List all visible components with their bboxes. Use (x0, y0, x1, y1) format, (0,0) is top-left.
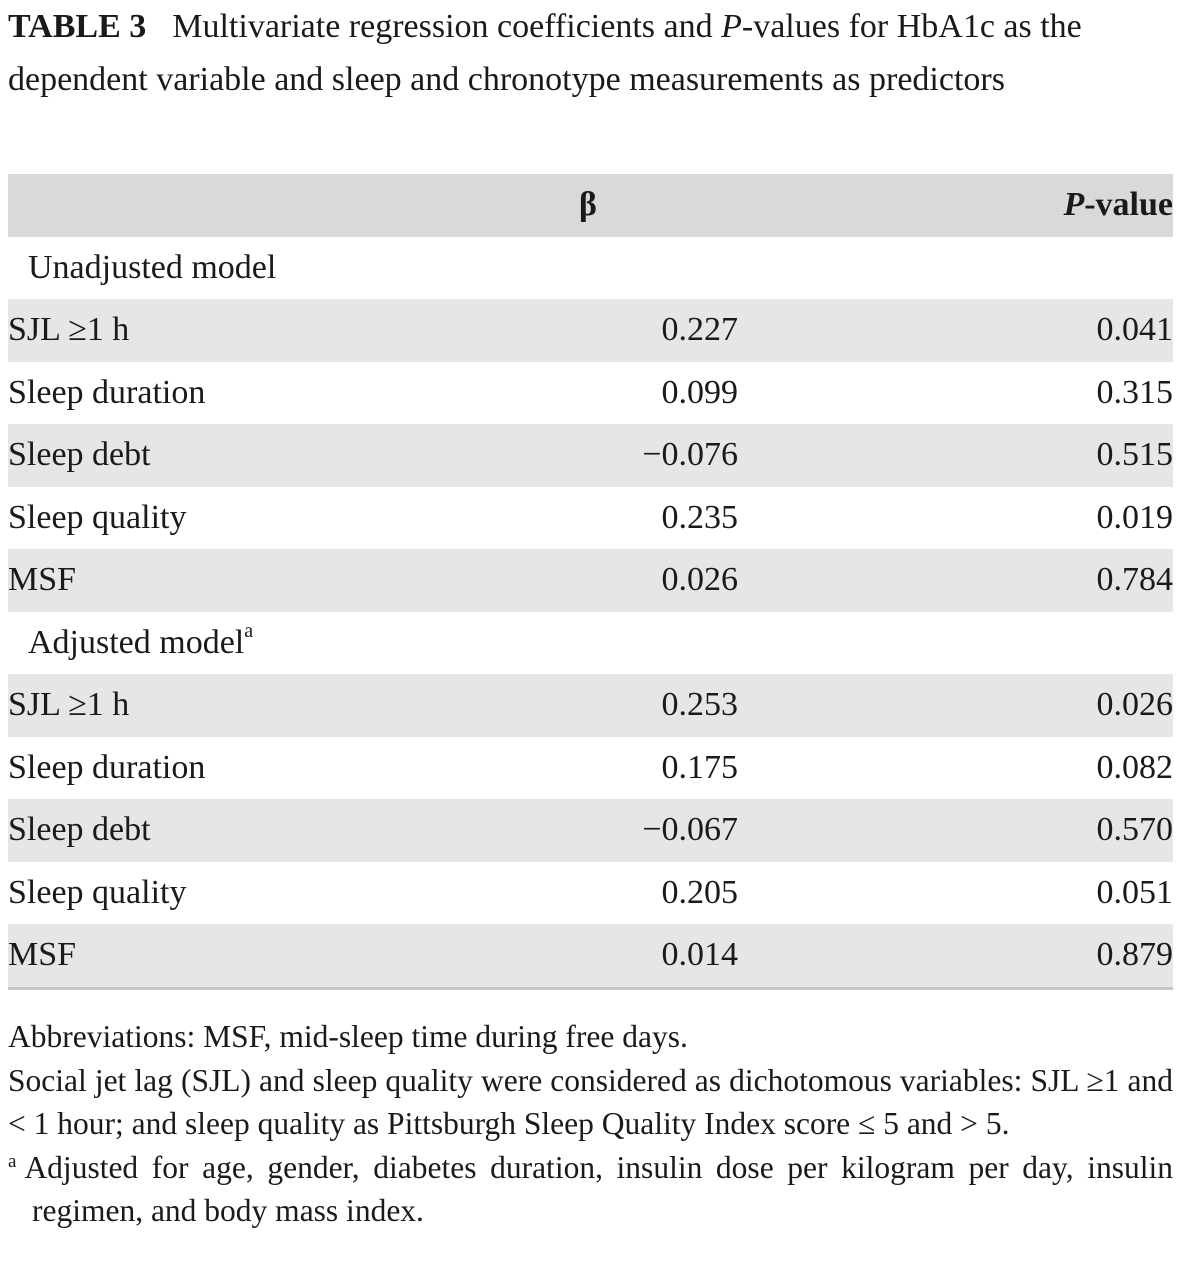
beta-value: 0.235 (661, 498, 738, 536)
row-label: SJL ≥1 h (8, 686, 130, 724)
header-pvalue (738, 174, 1173, 237)
row-label: Sleep duration (8, 748, 206, 786)
p-value: 0.315 (1096, 373, 1173, 411)
beta-value: 0.253 (661, 686, 738, 724)
table-row (8, 862, 1173, 925)
group-title (8, 612, 1173, 675)
beta-value: 0.205 (661, 873, 738, 911)
header-pvalue-p: P (1063, 186, 1085, 224)
table-row (8, 487, 1173, 550)
header-pvalue-rest: -value (1084, 186, 1173, 224)
table-row (8, 737, 1173, 800)
p-value: 0.515 (1096, 436, 1173, 474)
p-value: 0.570 (1096, 811, 1173, 849)
row-label: Sleep duration (8, 373, 206, 411)
row-label: Sleep quality (8, 873, 187, 911)
footnote-dichotomous: Social jet lag (SJL) and sleep quality were considered as dichotomous variables: SJL ≥1 and < 1 hour; and sleep quality as Pittsburgh Sleep Quality Index score ≤ 5 and > 5. (8, 1062, 1173, 1141)
row-label: MSF (8, 561, 77, 599)
table-row (8, 299, 1173, 362)
group-title (8, 237, 1173, 300)
p-value: 0.879 (738, 924, 1173, 988)
row-label: SJL ≥1 h (8, 311, 130, 349)
beta-value: 0.026 (661, 561, 738, 599)
table-caption (8, 0, 1173, 106)
p-value: 0.019 (1096, 498, 1173, 536)
header-beta: β (579, 186, 597, 224)
table-row (8, 424, 1173, 487)
table-row (8, 549, 1173, 612)
caption-text-1: Multivariate regression coefficients and (172, 8, 722, 45)
beta-value: 0.014 (438, 924, 738, 988)
table-row (8, 362, 1173, 425)
footnote-abbreviations: Abbreviations: MSF, mid-sleep time during free days. (8, 1019, 688, 1054)
caption-text-2: -values for HbA1c as the dependent variable and sleep and chronotype measurements as predictors (8, 8, 1082, 98)
p-value: 0.041 (1096, 311, 1173, 349)
group-row-unadjusted (8, 237, 1173, 300)
row-label: Sleep quality (8, 498, 187, 536)
footnote-marker: a (244, 619, 254, 642)
p-value: 0.026 (1096, 686, 1173, 724)
table-footnotes (8, 1015, 1173, 1233)
group-row-adjusted (8, 612, 1173, 675)
beta-value: −0.076 (642, 436, 738, 474)
header-row (8, 174, 1173, 237)
row-label: Sleep debt (8, 436, 151, 474)
header-label (8, 174, 438, 237)
footnote-a-marker: a (8, 1150, 17, 1172)
p-value: 0.784 (1096, 561, 1173, 599)
table-row (8, 674, 1173, 737)
group-title-text: Adjusted model (28, 623, 245, 661)
group-title-text: Unadjusted model (28, 248, 277, 286)
p-value: 0.051 (1096, 873, 1173, 911)
caption-p-italic: P (721, 8, 742, 45)
beta-value: 0.099 (661, 373, 738, 411)
beta-value: 0.175 (661, 748, 738, 786)
table-row (8, 924, 1173, 988)
table-number: TABLE 3 (8, 8, 147, 45)
table-row (8, 799, 1173, 862)
row-label: Sleep debt (8, 811, 151, 849)
beta-value: 0.227 (661, 311, 738, 349)
beta-value: −0.067 (642, 811, 738, 849)
footnote-a (8, 1146, 1173, 1233)
row-label: MSF (8, 924, 438, 988)
p-value: 0.082 (1096, 748, 1173, 786)
footnote-a-text: Adjusted for age, gender, diabetes duration, insulin dose per kilogram per day, insulin regimen, and body mass index. (24, 1149, 1173, 1228)
regression-table (8, 174, 1173, 990)
